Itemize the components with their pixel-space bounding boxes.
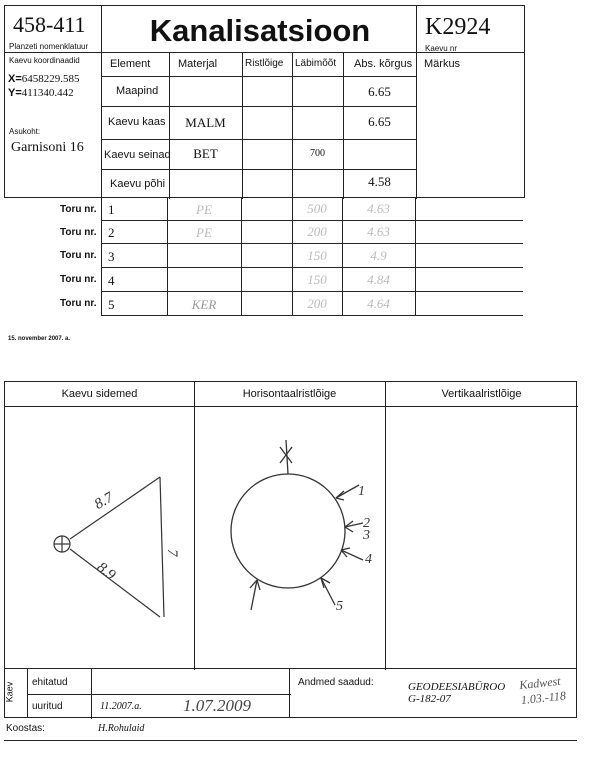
y-value: 411340.442 bbox=[21, 87, 74, 99]
pipe-label: Toru nr. bbox=[60, 250, 97, 261]
pipe-materjal: PE bbox=[196, 202, 212, 217]
distance-label: 7 bbox=[164, 549, 180, 557]
pipe-direction-label: 1 bbox=[358, 484, 365, 499]
pipe-korgus: 4.64 bbox=[367, 296, 390, 311]
pipe-labimoot: 150 bbox=[307, 248, 327, 263]
andmed-org: GEODEESIABÜROO bbox=[408, 681, 506, 693]
col-header-materjal: Materjal bbox=[178, 58, 218, 70]
pipe-number: 2 bbox=[108, 225, 115, 240]
history-box bbox=[27, 668, 290, 718]
row-korgus-kaevu-kaas: 6.65 bbox=[368, 114, 391, 129]
x-value: 6458229.585 bbox=[21, 73, 80, 85]
uuritud-hand: 1.07.2009 bbox=[183, 696, 251, 715]
distance-label: 8.9 bbox=[93, 559, 119, 584]
ehitatud-label: ehitatud bbox=[32, 677, 68, 688]
row-labimoot-kaevu-seinad: 700 bbox=[310, 148, 325, 159]
col-header-ristloige: Ristlõige bbox=[245, 58, 284, 69]
element-table bbox=[101, 52, 525, 198]
row-element-kaevu-kaas: Kaevu kaas bbox=[108, 116, 166, 128]
pipe-direction-label: 4 bbox=[365, 552, 372, 567]
row-materjal-kaevu-seinad: BET bbox=[193, 146, 218, 161]
pipes-table bbox=[0, 198, 614, 318]
pipe-labimoot: 500 bbox=[307, 201, 327, 216]
uuritud-value: 11.2007.a. bbox=[100, 701, 142, 712]
pipe-number: 3 bbox=[108, 249, 115, 264]
asukoht-label: Asukoht: bbox=[9, 127, 41, 136]
sidemed-title: Kaevu sidemed bbox=[61, 388, 138, 400]
page-title: Kanalisatsioon bbox=[149, 13, 371, 48]
pipe-korgus: 4.63 bbox=[367, 201, 390, 216]
row-materjal-kaevu-kaas: MALM bbox=[185, 115, 226, 130]
row-element-kaevu-pohi: Kaevu põhi bbox=[110, 178, 166, 190]
pipe-number: 1 bbox=[108, 202, 115, 217]
row-element-kaevu-seinad: Kaevu seinad bbox=[104, 149, 171, 161]
pipe-label: Toru nr. bbox=[60, 274, 97, 285]
y-coord bbox=[8, 87, 74, 99]
pipe-direction-label: 2 bbox=[363, 516, 370, 531]
pipe-materjal: KER bbox=[191, 297, 217, 312]
pipe-labimoot: 150 bbox=[307, 272, 327, 287]
kaevu-box bbox=[416, 5, 524, 53]
pipe-materjal: PE bbox=[196, 225, 212, 240]
pipe-number: 5 bbox=[108, 297, 115, 312]
andmed-label: Andmed saadud: bbox=[298, 677, 374, 688]
pipe-label: Toru nr. bbox=[60, 204, 97, 215]
row-element-maapind: Maapind bbox=[116, 85, 159, 97]
andmed-code: G-182-07 bbox=[408, 693, 451, 705]
planzet-number: 458-411 bbox=[13, 12, 86, 37]
hand-note: Kadwest 1.03.-118 bbox=[518, 673, 567, 708]
x-coord bbox=[8, 73, 80, 85]
horisontaal-sketch bbox=[193, 405, 384, 669]
pipe-korgus: 4.84 bbox=[367, 272, 390, 287]
kaevu-label: Kaevu nr bbox=[425, 44, 458, 53]
coords-box bbox=[4, 52, 102, 198]
y-label: Y= bbox=[8, 87, 22, 99]
planzet-label: Planzeti nomenklatuur bbox=[9, 42, 89, 51]
pipe-korgus: 4.63 bbox=[367, 224, 390, 239]
kaevu-number: K2924 bbox=[425, 14, 491, 40]
asukoht-value: Garnisoni 16 bbox=[11, 140, 84, 155]
planzet-box bbox=[4, 5, 102, 53]
row-korgus-maapind: 6.65 bbox=[368, 84, 391, 99]
col-header-korgus: Abs. kõrgus bbox=[354, 58, 413, 70]
coords-label: Kaevu koordinaadid bbox=[9, 56, 80, 65]
manhole-circle bbox=[231, 474, 345, 588]
pipe-label: Toru nr. bbox=[60, 227, 97, 238]
kaev-box bbox=[4, 668, 28, 718]
pipe-label: Toru nr. bbox=[60, 298, 97, 309]
title-box bbox=[101, 5, 417, 53]
pipe-direction-label: 5 bbox=[336, 599, 343, 614]
koostas-value: H.Rohulaid bbox=[98, 723, 145, 734]
kaev-label: Kaev bbox=[4, 681, 15, 703]
pipe-direction-label: 3 bbox=[363, 528, 370, 543]
pipe-number: 4 bbox=[108, 273, 115, 288]
col-header-element: Element bbox=[110, 58, 151, 70]
andmed-box bbox=[289, 668, 577, 718]
col-header-labimoot: Läbimõõt bbox=[295, 58, 337, 69]
date-line: 15. november 2007. a. bbox=[8, 336, 71, 342]
col-header-markus: Märkus bbox=[424, 58, 461, 70]
vertikaal-title: Vertikaalristlõige bbox=[441, 388, 522, 400]
distance-label: 8.7 bbox=[91, 489, 117, 513]
pipe-labimoot: 200 bbox=[307, 224, 327, 239]
x-label: X= bbox=[8, 73, 22, 85]
pipe-labimoot: 200 bbox=[307, 296, 327, 311]
koostas-label: Koostas: bbox=[6, 723, 45, 734]
horisontaal-title: Horisontaalristlõige bbox=[242, 388, 337, 400]
sidemed-sketch bbox=[4, 405, 193, 669]
pipe-korgus: 4.9 bbox=[370, 248, 387, 263]
uuritud-label: uuritud bbox=[32, 701, 63, 712]
row-korgus-kaevu-pohi: 4.58 bbox=[368, 174, 391, 189]
